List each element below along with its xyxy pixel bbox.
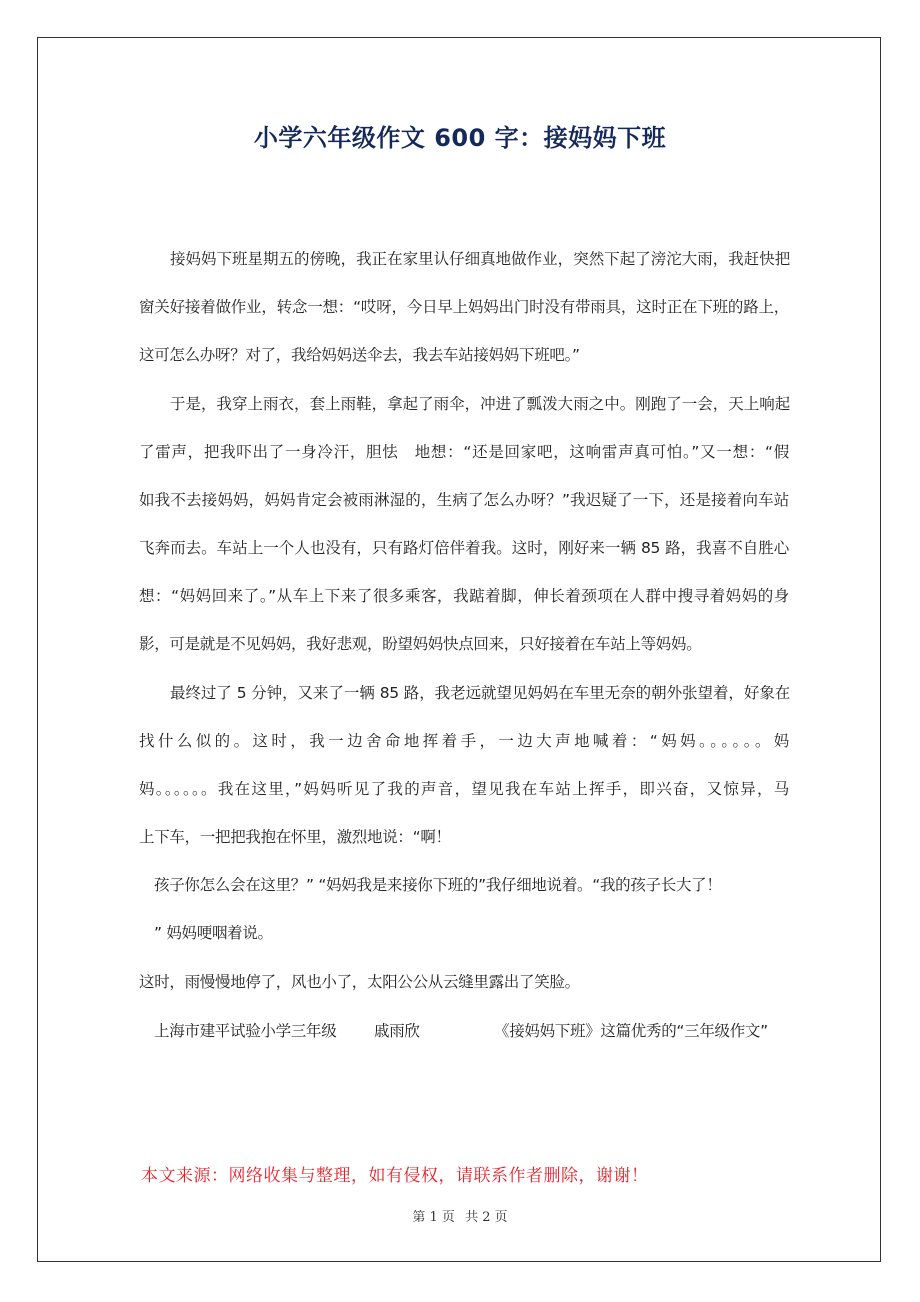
total-pages: 共 2 页 — [465, 1210, 508, 1225]
signature-school: 上海市建平试验小学三年级 — [154, 1022, 337, 1040]
body-line: 这可怎么办呀？对了，我给妈妈送伞去，我去车站接妈妈下班吧。” — [139, 346, 580, 364]
source-notice: 本文来源：网络收集与整理，如有侵权，请联系作者删除，谢谢！ — [141, 1166, 649, 1186]
body-line: 飞奔而去。车站上一个人也没有，只有路灯倍伴着我。这时，刚好来一辆 85 路，我喜不自胜心 — [139, 539, 789, 557]
body-line: ” 妈妈哽咽着说。 — [154, 924, 273, 942]
body-line: 如我不去接妈妈，妈妈肯定会被雨淋湿的，生病了怎么办呀？”我迟疑了一下，还是接着向车站 — [139, 491, 789, 509]
body-line: 找什么似的。这时，我一边舍命地挥着手，一边大声地喊着：“妈妈。。。。。。妈 — [139, 732, 789, 750]
body-line: 窗关好接着做作业，转念一想：“哎呀，今日早上妈妈出门时没有带雨具，这时正在下班的路上， — [139, 298, 789, 316]
signature-note: 《接妈妈下班》这篇优秀的“三年级作文” — [494, 1022, 768, 1040]
body-line: 想：“妈妈回来了。”从车上下来了很多乘客，我踮着脚，伸长着颈项在人群中搜寻着妈妈的身 — [139, 587, 789, 605]
body-line: 影，可是就是不见妈妈，我好悲观，盼望妈妈快点回来，只好接着在车站上等妈妈。 — [139, 635, 702, 653]
current-page: 第 1 页 — [412, 1210, 455, 1225]
body-line: 最终过了 5 分钟，又来了一辆 85 路，我老远就望见妈妈在车里无奈的朝外张望着，好象在 — [170, 684, 790, 702]
body-line: 上下车，一把把我抱在怀里，激烈地说：“啊！ — [139, 828, 451, 846]
body-line: 妈。。。。。。我在这里，”妈妈听见了我的声音，望见我在车站上挥手，即兴奋，又惊异，马 — [139, 780, 789, 798]
body-line: 接妈妈下班星期五的傍晚，我正在家里认仔细真地做作业，突然下起了滂沱大雨，我赶快把 — [170, 250, 790, 268]
document-title: 小学六年级作文 600 字：接妈妈下班 — [253, 124, 667, 152]
body-line: 了雷声，把我吓出了一身冷汗，胆怯 地想：“还是回家吧，这响雷声真可怕。”又一想：“假 — [139, 443, 789, 461]
page-indicator — [0, 1206, 920, 1225]
body-line: 孩子你怎么会在这里？” “妈妈我是来接你下班的”我仔细地说着。“我的孩子长大了！ — [154, 876, 722, 894]
body-line: 这时，雨慢慢地停了，风也小了，太阳公公从云缝里露出了笑脸。 — [139, 973, 580, 991]
signature-author: 戚雨欣 — [374, 1022, 420, 1040]
body-line: 于是，我穿上雨衣，套上雨鞋，拿起了雨伞，冲进了瓢泼大雨之中。刚跑了一会，天上响起 — [170, 395, 790, 413]
